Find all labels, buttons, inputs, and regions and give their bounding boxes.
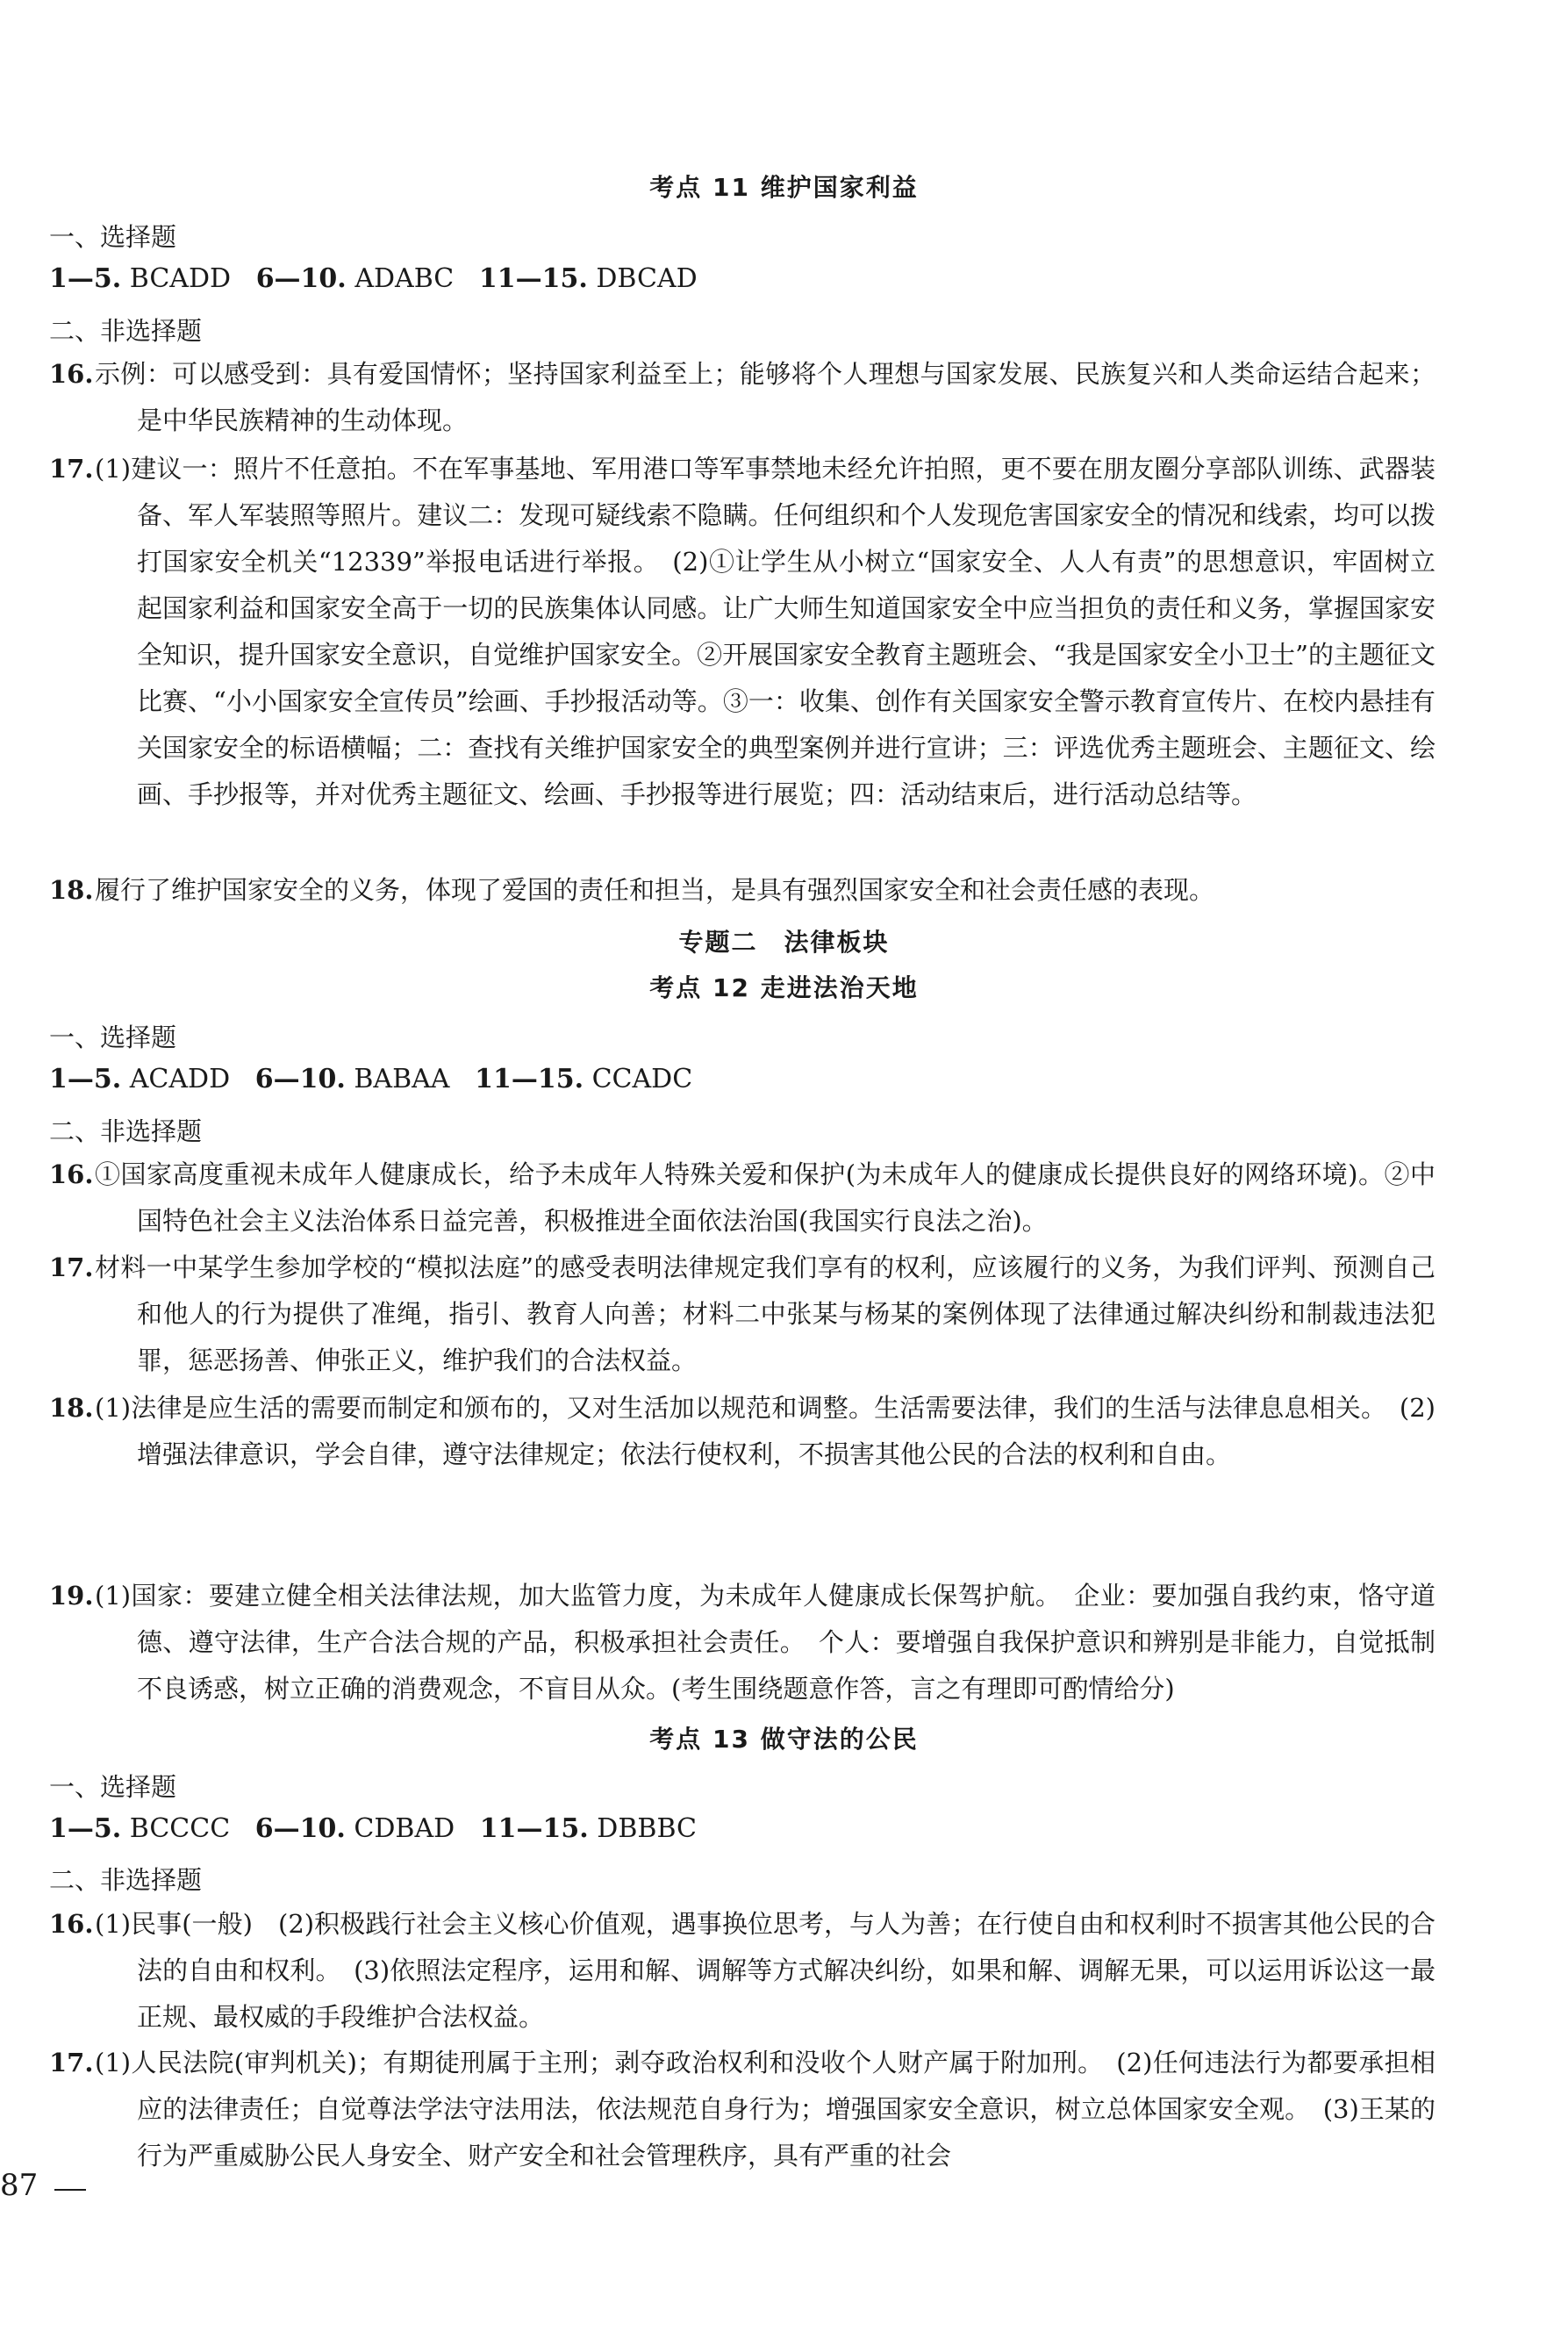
answer-range: 6—10. — [254, 1813, 346, 1844]
question-text: (1)人民法院(审判机关)；有期徒刑属于主刑；剥夺政治权利和没收个人财产属于附加刑。 (2)任何违法行为都要承担相应的法律责任；自觉尊法学法守法用法，依法规范自身行为；增强国家安全意识，树立总体国家安全观。 (3)王某的行为严重威胁公民人身安全、财产安全和社会管理秩序，具有严重的社会 — [95, 2048, 1436, 2171]
question-number: 17. — [49, 454, 94, 484]
answer-value: BCADD — [129, 263, 232, 294]
question-number: 17. — [49, 1252, 94, 1282]
question-text: (1)国家：要建立健全相关法律法规，加大监管力度，为未成年人健康成长保驾护航。 企业：要加强自我约束，恪守道德、遵守法律，生产合法合规的产品，积极承担社会责任。 个人：要增强自我保护意识和辨别是非能力，自觉抵制不良诱惑，树立正确的消费观念，不盲目从众。(考生围绕题意作答，言之有理即可酌情给分) — [95, 1581, 1436, 1704]
question-18 — [49, 1385, 1436, 1478]
question-17 — [49, 2040, 1436, 2179]
answer-value: CCADC — [591, 1064, 693, 1094]
answer-value: BABAA — [354, 1064, 450, 1094]
question-number: 18. — [49, 1393, 94, 1423]
question-number: 19. — [49, 1581, 94, 1611]
nonchoice-label: 二、非选择题 — [49, 1116, 203, 1146]
question-19 — [49, 1573, 1436, 1712]
question-16 — [49, 351, 1436, 444]
question-number: 16. — [49, 1909, 94, 1939]
question-18 — [49, 867, 1436, 914]
choice-label: 一、选择题 — [49, 222, 177, 252]
question-number: 16. — [49, 359, 94, 389]
question-17 — [49, 446, 1436, 818]
question-number: 18. — [49, 875, 94, 905]
answer-range: 1—5. — [49, 263, 122, 294]
answer-value: ADABC — [354, 263, 455, 294]
choice-answers — [49, 1813, 697, 1844]
section-heading-11: 考点 11 维护国家利益 — [649, 173, 919, 202]
question-text: 示例：可以感受到：具有爱国情怀；坚持国家利益至上；能够将个人理想与国家发展、民族复兴和人类命运结合起来；是中华民族精神的生动体现。 — [95, 359, 1436, 435]
answer-range: 11—15. — [475, 1064, 584, 1094]
question-text: (1)民事(一般) (2)积极践行社会主义核心价值观，遇事换位思考，与人为善；在行使自由和权利时不损害其他公民的合法的自由和权利。 (3)依照法定程序，运用和解、调解等方式解决纠纷，如果和解、调解无果，可以运用诉讼这一最正规、最权威的手段维护合法权益。 — [95, 1909, 1436, 2032]
question-text: ①国家高度重视未成年人健康成长，给予未成年人特殊关爱和保护(为未成年人的健康成长提供良好的网络环境)。②中国特色社会主义法治体系日益完善，积极推进全面依法治国(我国实行良法之治)。 — [95, 1159, 1436, 1236]
question-number: 16. — [49, 1159, 94, 1189]
question-16 — [49, 1901, 1436, 2041]
nonchoice-label: 二、非选择题 — [49, 316, 203, 346]
question-text: (1)法律是应生活的需要而制定和颁布的，又对生活加以规范和调整。生活需要法律，我们的生活与法律息息相关。 (2)增强法律意识，学会自律，遵守法律规定；依法行使权利，不损害其他公民的合法的权利和自由。 — [95, 1393, 1436, 1469]
question-text: (1)建议一：照片不任意拍。不在军事基地、军用港口等军事禁地未经允许拍照，更不要在朋友圈分享部队训练、武器装备、军人军装照等照片。建议二：发现可疑线索不隐瞒。任何组织和个人发现危害国家安全的情况和线索，均可以拨打国家安全机关“12339”举报电话进行举报。 (2)①让学生从小树立“国家安全、人人有责”的思想意识，牢固树立起国家利益和国家安全高于一切的民族集体认同感。让广大师生知道国家安全中应当担负的责任和义务，掌握国家安全知识，提升国家安全意识，自觉维护国家安全。②开展国家安全教育主题班会、“我是国家安全小卫士”的主题征文比赛、“小小国家安全宣传员”绘画、手抄报活动等。③一：收集、创作有关国家安全警示教育宣传片、在校内悬挂有关国家安全的标语横幅；二：查找有关维护国家安全的典型案例并进行宣讲；三：评选优秀主题班会、主题征文、绘画、手抄报等，并对优秀主题征文、绘画、手抄报等进行展览；四：活动结束后，进行活动总结等。 — [95, 454, 1436, 809]
topic-heading: 专题二 法律板块 — [678, 928, 890, 957]
answer-range: 11—15. — [478, 263, 588, 294]
answer-range: 11—15. — [479, 1813, 589, 1844]
section-heading-12: 考点 12 走进法治天地 — [649, 973, 919, 1002]
page-number-dash — [54, 2189, 86, 2191]
page-number: 87 — [0, 2168, 39, 2203]
answer-value: DBCAD — [596, 263, 698, 294]
question-text: 材料一中某学生参加学校的“模拟法庭”的感受表明法律规定我们享有的权利，应该履行的义务，为我们评判、预测自己和他人的行为提供了准绳，指引、教育人向善；材料二中张某与杨某的案例体现了法律通过解决纠纷和制裁违法犯罪，惩恶扬善、伸张正义，维护我们的合法权益。 — [95, 1252, 1436, 1375]
choice-label: 一、选择题 — [49, 1772, 177, 1802]
answer-range: 1—5. — [49, 1064, 122, 1094]
nonchoice-label: 二、非选择题 — [49, 1865, 203, 1895]
answer-value: CDBAD — [354, 1813, 455, 1844]
question-17 — [49, 1245, 1436, 1384]
answer-value: BCCCC — [129, 1813, 231, 1844]
question-text: 履行了维护国家安全的义务，体现了爱国的责任和担当，是具有强烈国家安全和社会责任感的表现。 — [95, 875, 1215, 905]
answer-range: 6—10. — [255, 263, 347, 294]
choice-answers — [49, 263, 698, 294]
answer-value: DBBBC — [597, 1813, 697, 1844]
choice-answers — [49, 1064, 692, 1094]
question-16 — [49, 1152, 1436, 1245]
answer-range: 1—5. — [49, 1813, 122, 1844]
section-heading-13: 考点 13 做守法的公民 — [649, 1725, 919, 1754]
answer-value: ACADD — [129, 1064, 231, 1094]
answer-range: 6—10. — [254, 1064, 346, 1094]
choice-label: 一、选择题 — [49, 1022, 177, 1052]
question-number: 17. — [49, 2048, 94, 2077]
